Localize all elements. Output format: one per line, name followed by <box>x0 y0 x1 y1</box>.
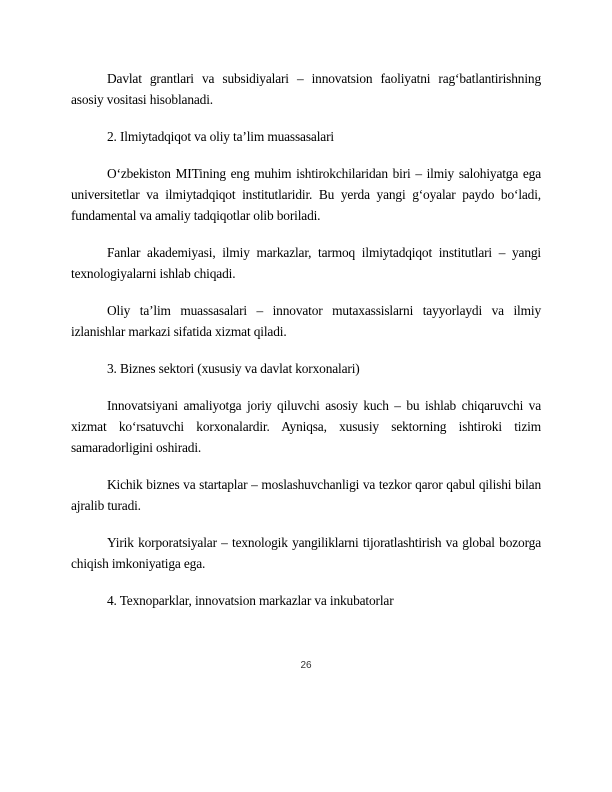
body-text <box>71 68 541 627</box>
section-heading-business: 3. Biznes sektori (xususiy va davlat korxonalari) <box>107 361 360 376</box>
paragraph-universities: O‘zbekiston MITining eng muhim ishtirokchilaridan biri – ilmiy salohiyatga ega universitetlar va ilmiytadqiqot institutlaridir. Bu yerda yangi g‘oyalar paydo bo‘ladi, fundamental va amaliy tadqiqotlar olib boriladi. <box>71 166 541 223</box>
section-heading-research: 2. Ilmiytadqiqot va oliy ta’lim muassasalari <box>107 129 334 144</box>
paragraph-enterprises: Innovatsiyani amaliyotga joriy qiluvchi asosiy kuch – bu ishlab chiqaruvchi va xizmat ko‘rsatuvchi korxonalardir. Ayniqsa, xususiy sektorning ishtiroki tizim samaradorligini oshiradi. <box>71 398 541 455</box>
paragraph-corporations: Yirik korporatsiyalar – texnologik yangiliklarni tijoratlashtirish va global bozorga chiqish imkoniyatiga ega. <box>71 535 541 571</box>
paragraph-academy: Fanlar akademiyasi, ilmiy markazlar, tarmoq ilmiytadqiqot institutlari – yangi texnologiyalarni ishlab chiqadi. <box>71 245 541 281</box>
page-number: 26 <box>300 660 312 671</box>
paragraph-higher-education: Oliy ta’lim muassasalari – innovator mutaxassislarni tayyorlaydi va ilmiy izlanishlar markazi sifatida xizmat qiladi. <box>71 303 541 339</box>
paragraph-grants: Davlat grantlari va subsidiyalari – innovatsion faoliyatni rag‘batlantirishning asosiy vositasi hisoblanadi. <box>71 71 541 107</box>
section-heading-technoparks: 4. Texnoparklar, innovatsion markazlar va inkubatorlar <box>107 593 394 608</box>
paragraph-small-business: Kichik biznes va startaplar – moslashuvchanligi va tezkor qaror qabul qilishi bilan ajralib turadi. <box>71 477 541 513</box>
